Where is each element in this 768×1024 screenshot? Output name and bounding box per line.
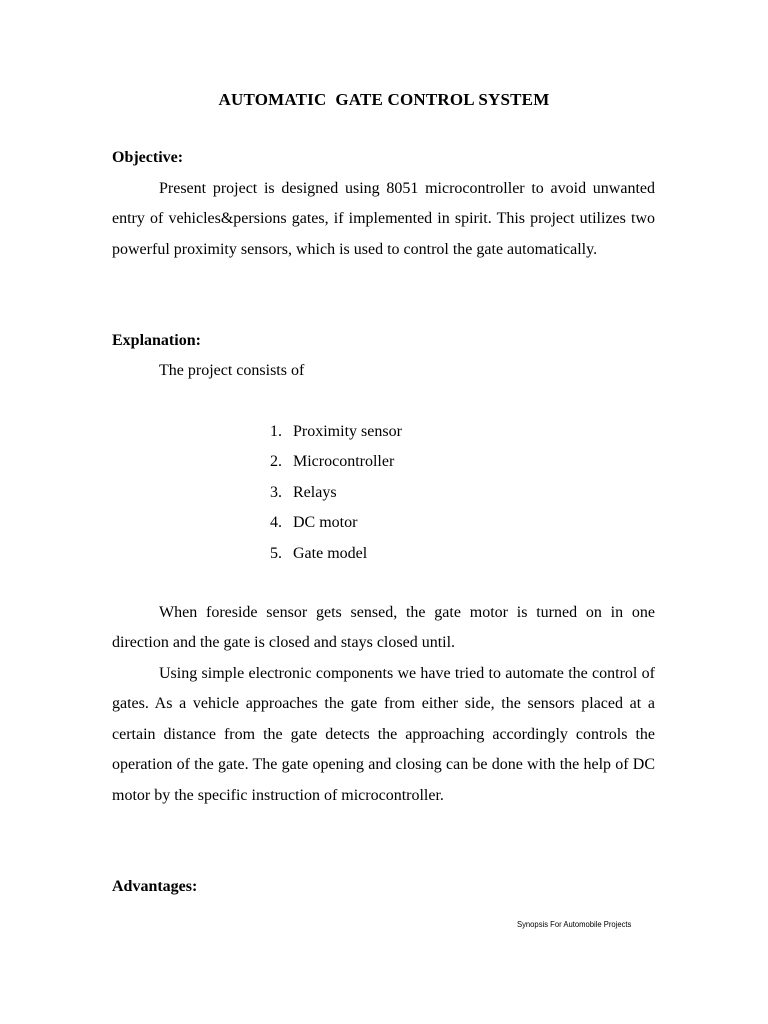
component-list	[270, 421, 402, 573]
list-item-label: Proximity sensor	[293, 423, 402, 440]
advantages-heading: Advantages:	[112, 878, 198, 895]
list-item-label: Microcontroller	[293, 453, 395, 471]
explanation-paragraph-2: Using simple electronic components we have tried to automate the control of gates. As a vehicle approaches the gate from either side, the sensors placed at a certain distance from the gate detects the approaching accordingly controls the operation of the gate. The gate opening and closing can be done with the help of DC motor by the specific instruction of microcontroller.	[112, 665, 655, 804]
list-item-number: 3.	[270, 483, 282, 501]
list-item-number: 2.	[270, 453, 282, 471]
list-item-label: Gate model	[293, 544, 368, 562]
list-item-label: DC motor	[293, 514, 358, 532]
explanation-paragraph-1: When foreside sensor gets sensed, the gate motor is turned on in one direction and the gate is closed and stays closed until.	[112, 604, 655, 652]
list-item	[270, 421, 402, 451]
list-item-number: 5.	[270, 544, 282, 562]
list-item-number: 4.	[270, 514, 282, 532]
list-item-label: Relays	[293, 483, 337, 501]
list-item	[270, 482, 402, 512]
list-item-number: 1.	[270, 423, 282, 440]
objective-heading: Objective:	[112, 149, 184, 166]
explanation-intro: The project consists of	[159, 362, 305, 379]
document-title: AUTOMATIC GATE CONTROL SYSTEM	[218, 90, 550, 109]
objective-paragraph: Present project is designed using 8051 microcontroller to avoid unwanted entry of vehicles&persions gates, if implemented in spirit. This project utilizes two powerful proximity sensors, which is used to control the gate automatically.	[112, 180, 655, 258]
page-footer: Synopsis For Automobile Projects	[517, 919, 632, 929]
list-item	[270, 543, 402, 573]
list-item	[270, 451, 402, 481]
list-item	[270, 512, 402, 542]
explanation-heading: Explanation:	[112, 332, 201, 349]
